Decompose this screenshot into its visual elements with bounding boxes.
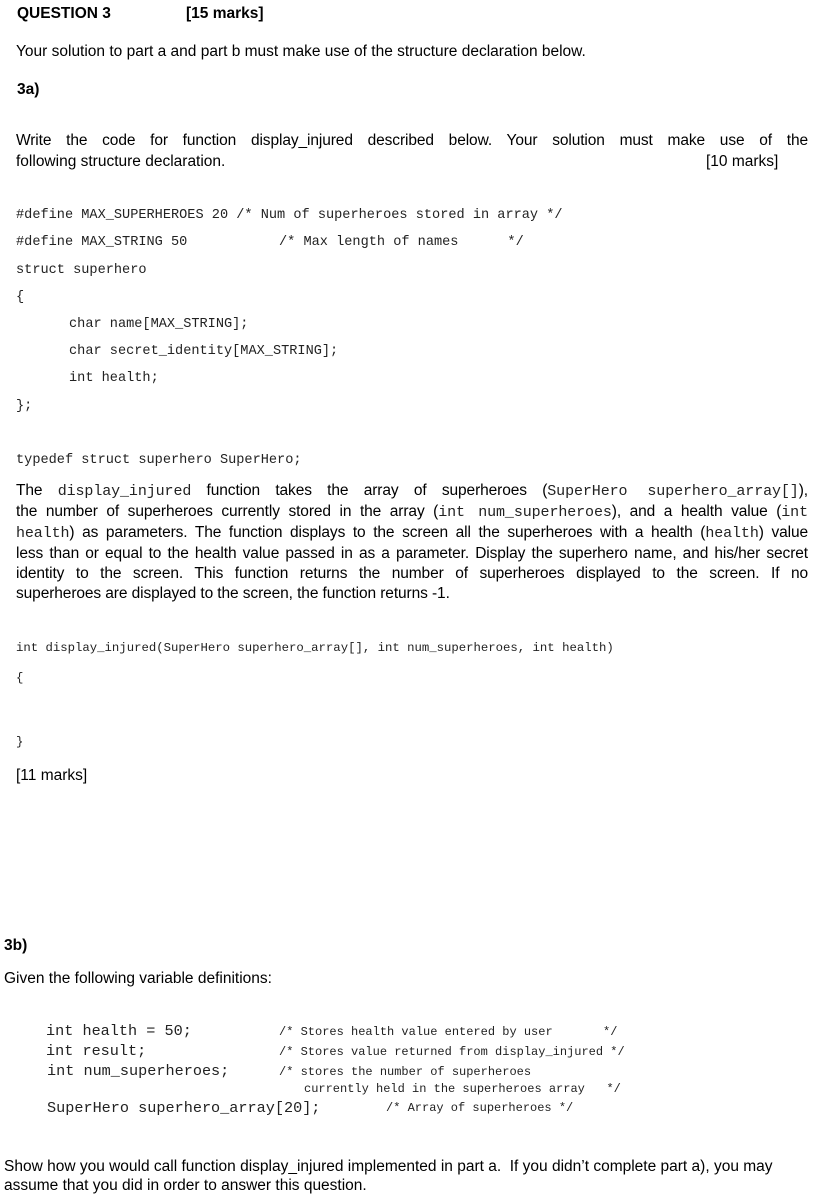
description-line-3: health) as parameters. The function displays to the screen all the superheroes with a health (health) value — [16, 524, 808, 542]
var-superhero-array: SuperHero superhero_array[20]; — [47, 1099, 321, 1117]
instruction-marks: [10 marks] — [706, 153, 779, 170]
part-b-question-line-2: assume that you did in order to answer this question. — [4, 1177, 367, 1194]
code-field-name: char name[MAX_STRING]; — [69, 317, 249, 332]
code-open-brace: { — [16, 290, 25, 305]
part-a-label: 3a) — [17, 81, 40, 98]
question-heading: QUESTION 3 — [17, 5, 111, 22]
part-a-marks: [11 marks] — [16, 767, 88, 784]
code-close-brace: }; — [16, 399, 33, 414]
instruction-line-1: Write the code for function display_injured described below. Your solution must make use of the — [16, 132, 808, 149]
intro-text: Your solution to part a and part b must make use of the structure declaration below. — [16, 43, 586, 60]
part-b-label: 3b) — [4, 937, 28, 954]
part-b-question-line-1: Show how you would call function display_injured implemented in part a. If you didn’t complete part a), you may — [4, 1158, 773, 1175]
var-num-superheroes: int num_superheroes; — [47, 1062, 230, 1080]
var-num-superheroes-comment-2: currently held in the superheroes array */ — [304, 1082, 621, 1096]
var-health-comment: /* Stores health value entered by user */ — [279, 1025, 618, 1039]
var-num-superheroes-comment-1: /* stores the number of superheroes — [279, 1065, 532, 1079]
description-line-2: the number of superheroes currently stored in the array (int num_superheroes), and a health value (int — [16, 503, 808, 521]
var-health: int health = 50; — [46, 1022, 192, 1040]
code-field-health: int health; — [69, 371, 159, 386]
instruction-line-2: following structure declaration. — [16, 153, 226, 170]
part-a-instruction — [16, 131, 808, 151]
code-define-max-string-comment: /* Max length of names */ — [279, 235, 524, 250]
code-typedef: typedef struct superhero SuperHero; — [16, 453, 302, 468]
description-line-5: identity to the screen. This function returns the number of superheroes displayed to the screen. If no — [16, 565, 808, 582]
function-description — [16, 481, 808, 604]
code-struct-keyword: struct superhero — [16, 263, 147, 278]
description-line-6: superheroes are displayed to the screen, the function returns -1. — [16, 585, 450, 602]
question-total-marks: [15 marks] — [186, 5, 264, 22]
function-open-brace: { — [16, 671, 24, 685]
var-result: int result; — [46, 1042, 147, 1060]
code-define-max-string: #define MAX_STRING 50 — [16, 235, 188, 250]
var-superhero-array-comment: /* Array of superheroes */ — [386, 1101, 574, 1115]
function-signature: int display_injured(SuperHero superhero_array[], int num_superheroes, int health) — [16, 641, 614, 655]
var-result-comment: /* Stores value returned from display_injured */ — [279, 1045, 625, 1059]
part-b-given-text: Given the following variable definitions: — [4, 970, 272, 987]
description-line-1: The display_injured function takes the array of superheroes (SuperHero superhero_array[]), — [16, 482, 808, 500]
code-define-max-superheroes: #define MAX_SUPERHEROES 20 /* Num of superheroes stored in array */ — [16, 208, 563, 223]
function-close-brace: } — [16, 735, 24, 749]
code-field-secret-identity: char secret_identity[MAX_STRING]; — [69, 344, 339, 359]
description-line-4: less than or equal to the health value passed in as a parameter. Display the superhero name, and his/her secret — [16, 545, 808, 562]
